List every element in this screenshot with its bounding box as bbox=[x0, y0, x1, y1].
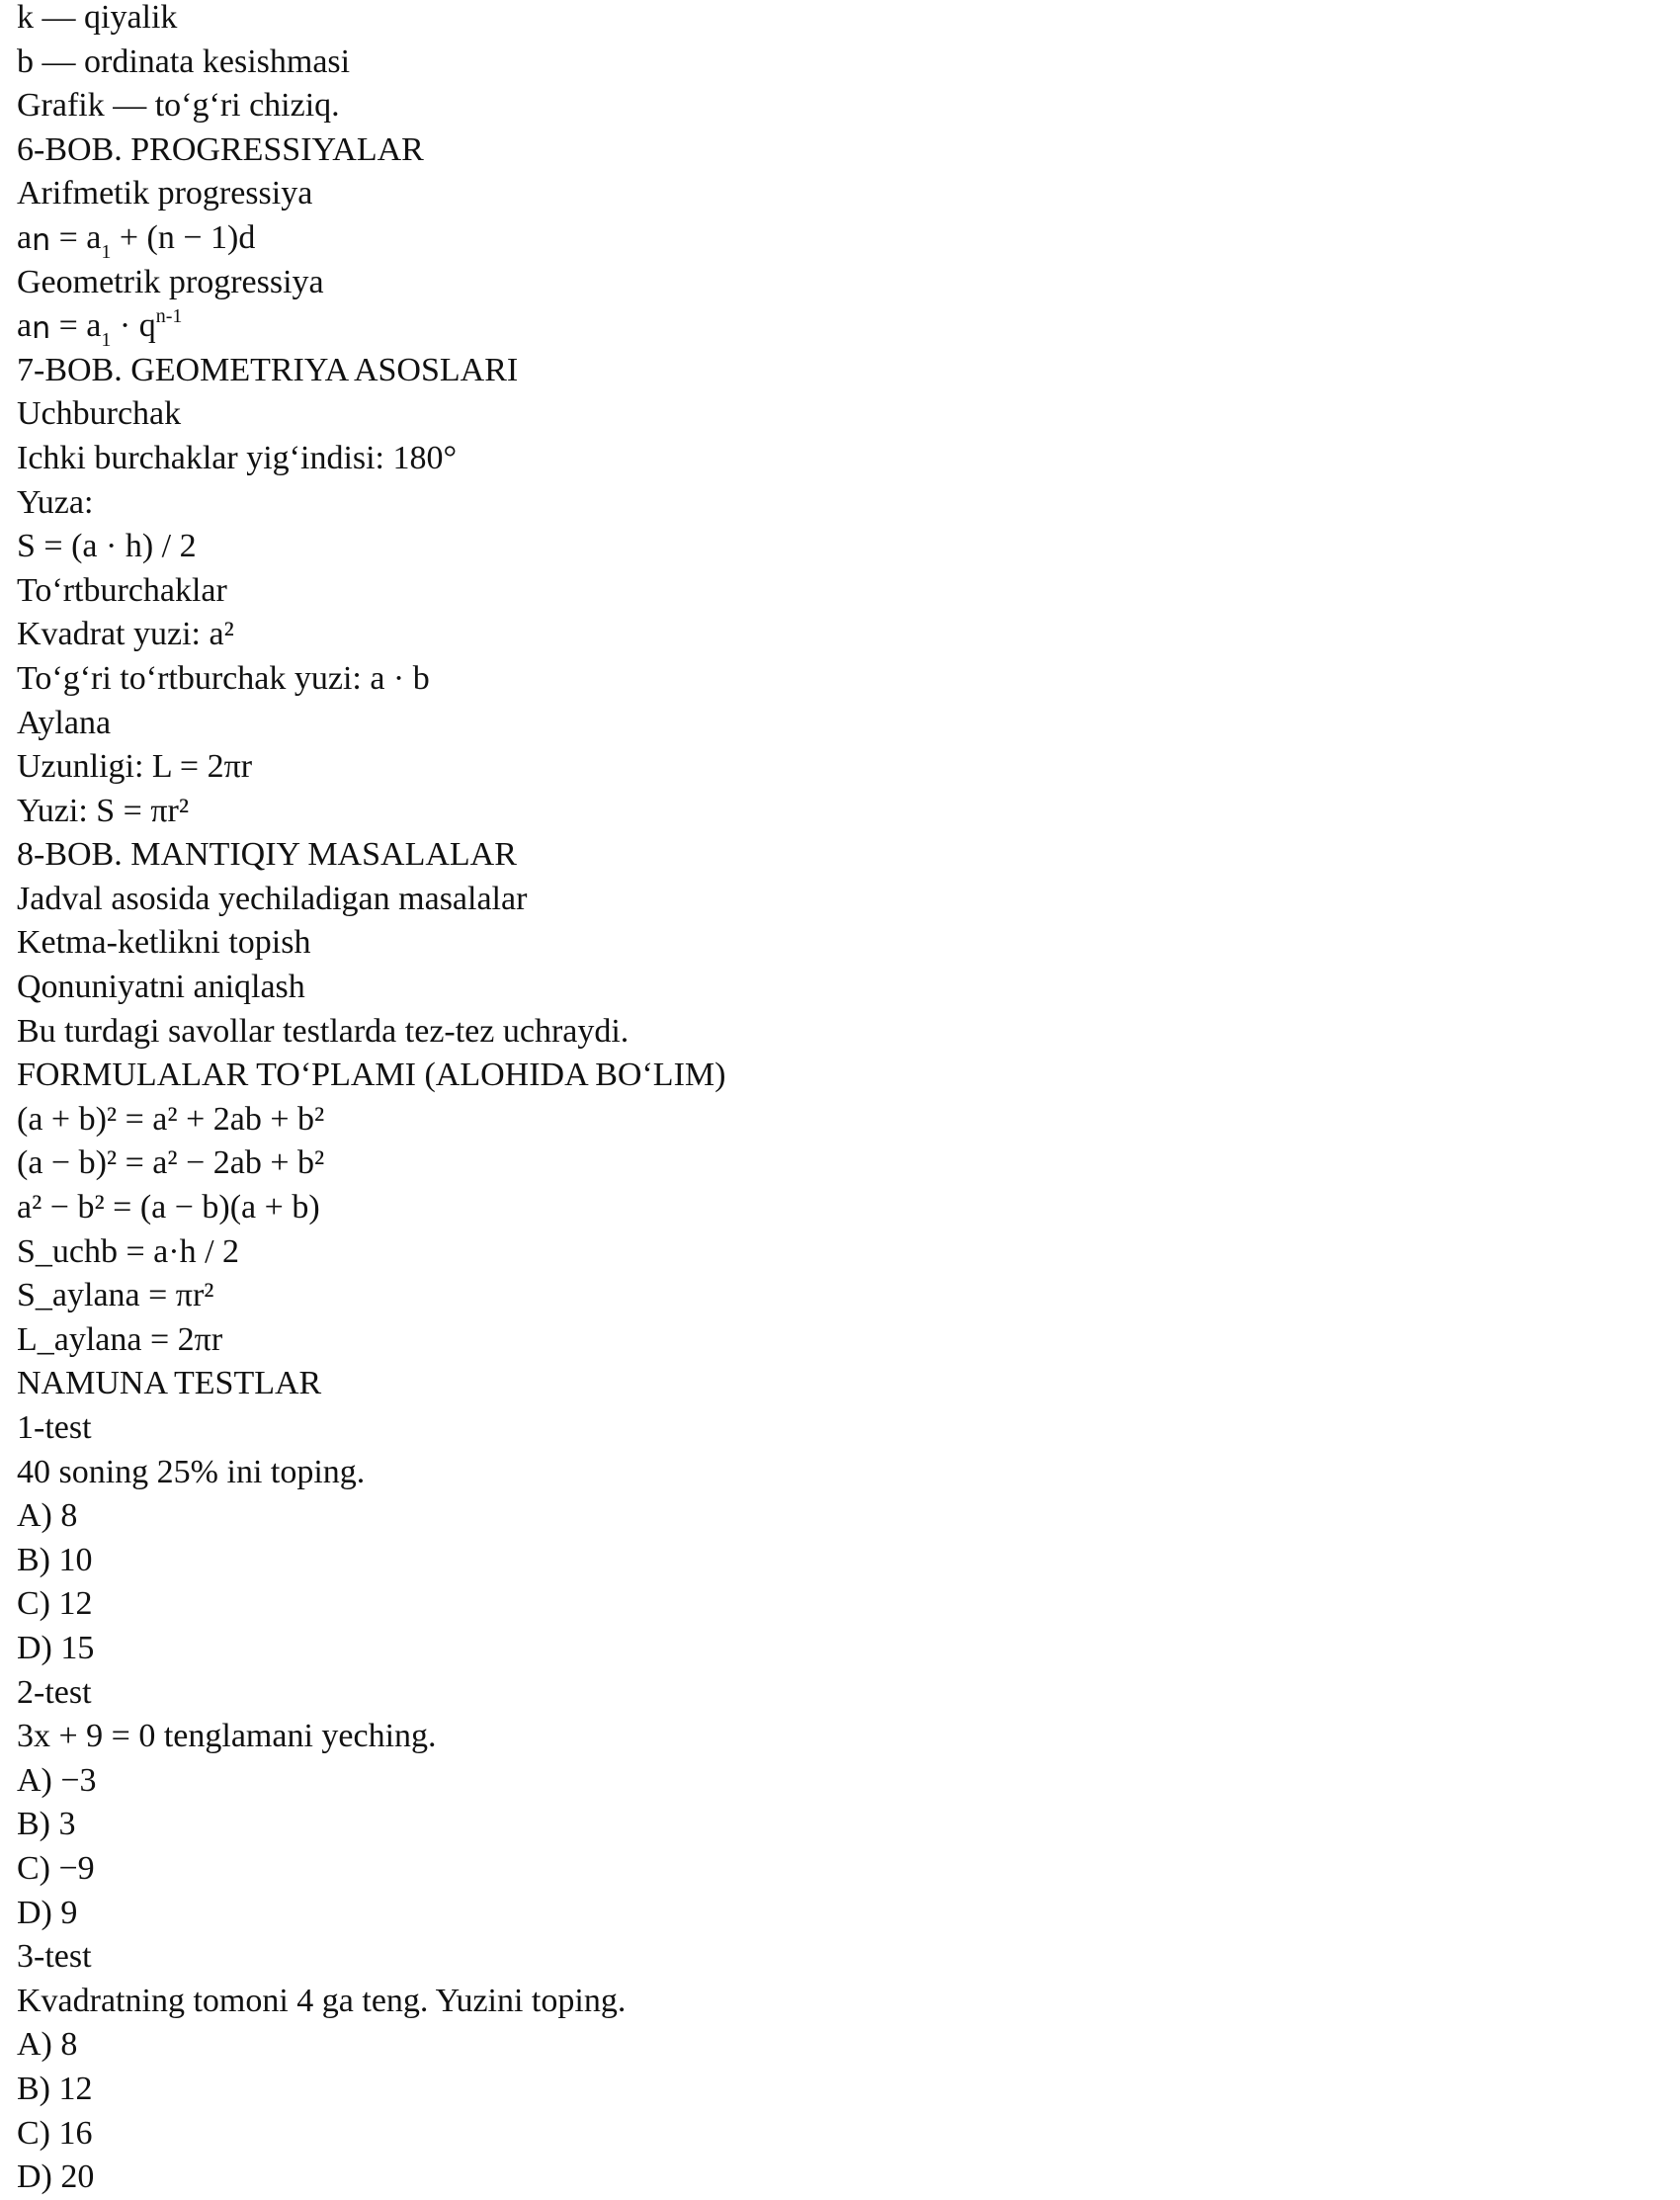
test-option: B) 12 bbox=[17, 2070, 93, 2107]
test-option: B) 3 bbox=[17, 1806, 76, 1843]
section-heading: Geometrik progressiya bbox=[17, 263, 324, 300]
formula-symbol: a bbox=[17, 307, 33, 345]
test-option: A) 8 bbox=[17, 2026, 78, 2064]
formula-part: + (n − 1)d bbox=[111, 218, 256, 256]
text-line: Yuza: bbox=[17, 483, 94, 521]
geometric-formula bbox=[17, 304, 1657, 352]
text-line: b — ordinata kesishmasi bbox=[17, 42, 351, 80]
test-option: C) −9 bbox=[17, 1849, 95, 1887]
formula-line: S_aylana = πr² bbox=[17, 1277, 214, 1314]
text-line: Uzunligi: L = 2πr bbox=[17, 748, 253, 786]
formula-subscript: n bbox=[32, 222, 51, 258]
text-line: Bu turdagi savollar testlarda tez-tez uchraydi. bbox=[17, 1012, 630, 1050]
text-line: Yuzi: S = πr² bbox=[17, 792, 190, 829]
formula-line: S_uchb = a·h / 2 bbox=[17, 1232, 240, 1270]
test-option: A) 8 bbox=[17, 1497, 78, 1535]
section-heading: Uchburchak bbox=[17, 395, 182, 433]
test-number: 2-test bbox=[17, 1673, 92, 1711]
formula-line: (a + b)² = a² + 2ab + b² bbox=[17, 1100, 325, 1138]
test-number: 3-test bbox=[17, 1938, 92, 1976]
test-option: D) 20 bbox=[17, 2158, 95, 2196]
test-question: 3x + 9 = 0 tenglamani yeching. bbox=[17, 1718, 437, 1755]
section-heading: Arifmetik progressiya bbox=[17, 175, 313, 212]
test-option: B) 10 bbox=[17, 1541, 93, 1578]
arithmetic-formula bbox=[17, 216, 1657, 261]
formula-part: = a bbox=[50, 307, 102, 345]
formula-subscript: n bbox=[32, 311, 51, 347]
text-line: Grafik — to‘g‘ri chiziq. bbox=[17, 87, 340, 125]
test-option: D) 9 bbox=[17, 1894, 78, 1931]
formula-part: · q bbox=[111, 307, 156, 345]
chapter-heading: NAMUNA TESTLAR bbox=[17, 1365, 322, 1402]
formula-line: (a − b)² = a² − 2ab + b² bbox=[17, 1144, 325, 1182]
formula-subscript: 1 bbox=[101, 240, 112, 263]
text-line: Ketma-ketlikni topish bbox=[17, 924, 311, 962]
section-heading: To‘rtburchaklar bbox=[17, 571, 227, 609]
formula-exponent: n-1 bbox=[155, 305, 183, 328]
text-line: S = (a · h) / 2 bbox=[17, 528, 197, 565]
chapter-heading: 6-BOB. PROGRESSIYALAR bbox=[17, 130, 424, 168]
text-line: Qonuniyatni aniqlash bbox=[17, 969, 305, 1006]
text-line: k — qiyalik bbox=[17, 0, 178, 36]
test-number: 1-test bbox=[17, 1409, 92, 1446]
text-line: To‘g‘ri to‘rtburchak yuzi: a · b bbox=[17, 659, 430, 697]
text-line: Kvadrat yuzi: a² bbox=[17, 616, 234, 653]
chapter-heading: FORMULALAR TO‘PLAMI (ALOHIDA BO‘LIM) bbox=[17, 1057, 726, 1094]
text-line: Ichki burchaklar yig‘indisi: 180° bbox=[17, 439, 458, 476]
document-page bbox=[17, 0, 1657, 2200]
text-line: Jadval asosida yechiladigan masalalar bbox=[17, 880, 528, 917]
formula-subscript: 1 bbox=[101, 329, 112, 352]
formula-line: L_aylana = 2πr bbox=[17, 1320, 223, 1358]
formula-line: a² − b² = (a − b)(a + b) bbox=[17, 1189, 320, 1227]
formula-symbol: a bbox=[17, 218, 33, 256]
chapter-heading: 7-BOB. GEOMETRIYA ASOSLARI bbox=[17, 351, 519, 388]
formula-part: = a bbox=[50, 218, 102, 256]
test-option: A) −3 bbox=[17, 1761, 97, 1799]
test-question: Kvadratning tomoni 4 ga teng. Yuzini toping. bbox=[17, 1982, 627, 2019]
section-heading: Aylana bbox=[17, 704, 112, 741]
test-question: 40 soning 25% ini toping. bbox=[17, 1453, 366, 1490]
test-option: C) 16 bbox=[17, 2114, 93, 2152]
test-option: D) 15 bbox=[17, 1629, 95, 1666]
chapter-heading: 8-BOB. MANTIQIY MASALALAR bbox=[17, 836, 517, 874]
test-option: C) 12 bbox=[17, 1585, 93, 1623]
